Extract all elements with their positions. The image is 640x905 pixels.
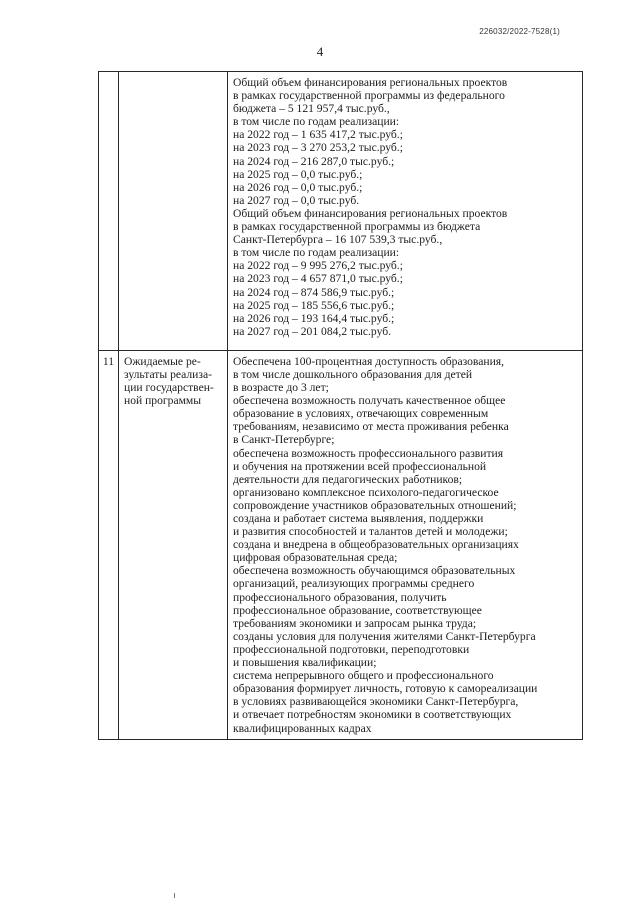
- text-line: на 2027 год – 201 084,2 тыс.руб.: [233, 324, 392, 338]
- text-line: созданы условия для получения жителями Санкт-Петербурга: [233, 629, 536, 643]
- text-line: цифровая образовательная среда;: [233, 551, 398, 565]
- text-line: квалифицированных кадрах: [233, 721, 372, 735]
- text-line: на 2026 год – 193 164,4 тыс.руб.;: [233, 311, 395, 325]
- label-line: зультаты реализа-: [124, 367, 212, 381]
- row-label-cell: [119, 72, 228, 351]
- table-row-funding: [99, 72, 583, 351]
- text-line: система непрерывного общего и профессионального: [233, 669, 494, 683]
- text-line: в рамках государственной программы из федерального: [233, 89, 505, 103]
- text-line: требованиям экономики и запросам рынка труда;: [233, 616, 477, 630]
- document-registration-number: 226032/2022-7528(1): [479, 27, 560, 36]
- row-value-cell: [228, 72, 583, 351]
- text-line: в том числе по годам реализации:: [233, 115, 400, 129]
- row-number-cell: [99, 350, 119, 739]
- text-line: Обеспечена 100-процентная доступность образования,: [233, 354, 505, 368]
- text-line: в том числе по годам реализации:: [233, 246, 400, 260]
- text-line: на 2025 год – 185 556,6 тыс.руб.;: [233, 298, 395, 312]
- text-line: профессиональной подготовки, переподготовки: [233, 642, 470, 656]
- text-line: профессиональное образование, соответствующее: [233, 603, 482, 617]
- row-number: 11: [102, 354, 115, 368]
- text-line: Общий объем финансирования региональных проектов: [233, 206, 508, 220]
- text-line: на 2022 год – 1 635 417,2 тыс.руб.;: [233, 128, 403, 142]
- row-label: [119, 351, 227, 407]
- text-line: и повышения квалификации;: [233, 656, 377, 670]
- label-line: ции государствен-: [124, 381, 214, 395]
- text-line: в том числе дошкольного образования для детей: [233, 367, 473, 381]
- text-line: деятельности для педагогических работников;: [233, 472, 463, 486]
- text-line: обеспечена возможность профессионального развития: [233, 446, 504, 460]
- text-line: на 2023 год – 4 657 871,0 тыс.руб.;: [233, 272, 403, 286]
- text-line: на 2022 год – 9 995 276,2 тыс.руб.;: [233, 259, 403, 273]
- row-number-cell: [99, 72, 119, 351]
- text-line: обеспечена возможность обучающимся образовательных: [233, 564, 516, 578]
- text-line: на 2024 год – 874 586,9 тыс.руб.;: [233, 285, 395, 299]
- text-line: в Санкт-Петербурге;: [233, 433, 335, 447]
- text-line: и отвечает потребностям экономики в соответствующих: [233, 708, 512, 722]
- row-number: [99, 72, 118, 76]
- text-line: в условиях развивающейся экономики Санкт-Петербурга,: [233, 695, 519, 709]
- text-line: в возрасте до 3 лет;: [233, 381, 329, 395]
- scan-mark: [174, 893, 175, 898]
- text-line: Санкт-Петербурга – 16 107 539,3 тыс.руб.,: [233, 233, 443, 247]
- row-value-cell: [228, 350, 583, 739]
- text-line: на 2024 год – 216 287,0 тыс.руб.;: [233, 154, 395, 168]
- text-line: образования формирует личность, готовую к самореализации: [233, 682, 538, 696]
- label-line: Ожидаемые ре-: [124, 354, 201, 368]
- text-line: и обучения на протяжении всей профессиональной: [233, 459, 487, 473]
- text-line: бюджета – 5 121 957,4 тыс.руб.,: [233, 102, 390, 116]
- table-row-expected-results: [99, 350, 583, 739]
- text-line: требованиям, независимо от места проживания ребенка: [233, 420, 509, 434]
- text-line: на 2026 год – 0,0 тыс.руб.;: [233, 180, 363, 194]
- row-label-cell: [119, 350, 228, 739]
- text-line: организовано комплексное психолого-педагогическое: [233, 485, 499, 499]
- text-line: на 2023 год – 3 270 253,2 тыс.руб.;: [233, 141, 403, 155]
- text-line: создана и работает система выявления, поддержки: [233, 512, 484, 525]
- text-line: и развития способностей и талантов детей и молодежи;: [233, 525, 508, 539]
- text-line: сопровождение участников образовательных отношений;: [233, 498, 517, 512]
- text-line: на 2025 год – 0,0 тыс.руб.;: [233, 167, 363, 181]
- funding-text: [228, 72, 582, 350]
- text-line: организаций, реализующих программы среднего: [233, 577, 475, 591]
- text-line: обеспечена возможность получать качественное общее: [233, 394, 506, 408]
- row-label: [119, 72, 227, 76]
- page-number: 4: [316, 44, 324, 59]
- text-line: Общий объем финансирования региональных проектов: [233, 76, 508, 89]
- text-line: образование в условиях, отвечающих современным: [233, 407, 489, 421]
- text-line: создана и внедрена в общеобразовательных организациях: [233, 538, 519, 552]
- expected-results-text: [228, 351, 582, 739]
- program-passport-table: [98, 71, 583, 740]
- label-line: ной программы: [124, 394, 202, 408]
- text-line: профессионального образования, получить: [233, 590, 447, 604]
- text-line: в рамках государственной программы из бюджета: [233, 220, 481, 234]
- text-line: на 2027 год – 0,0 тыс.руб.: [233, 193, 360, 207]
